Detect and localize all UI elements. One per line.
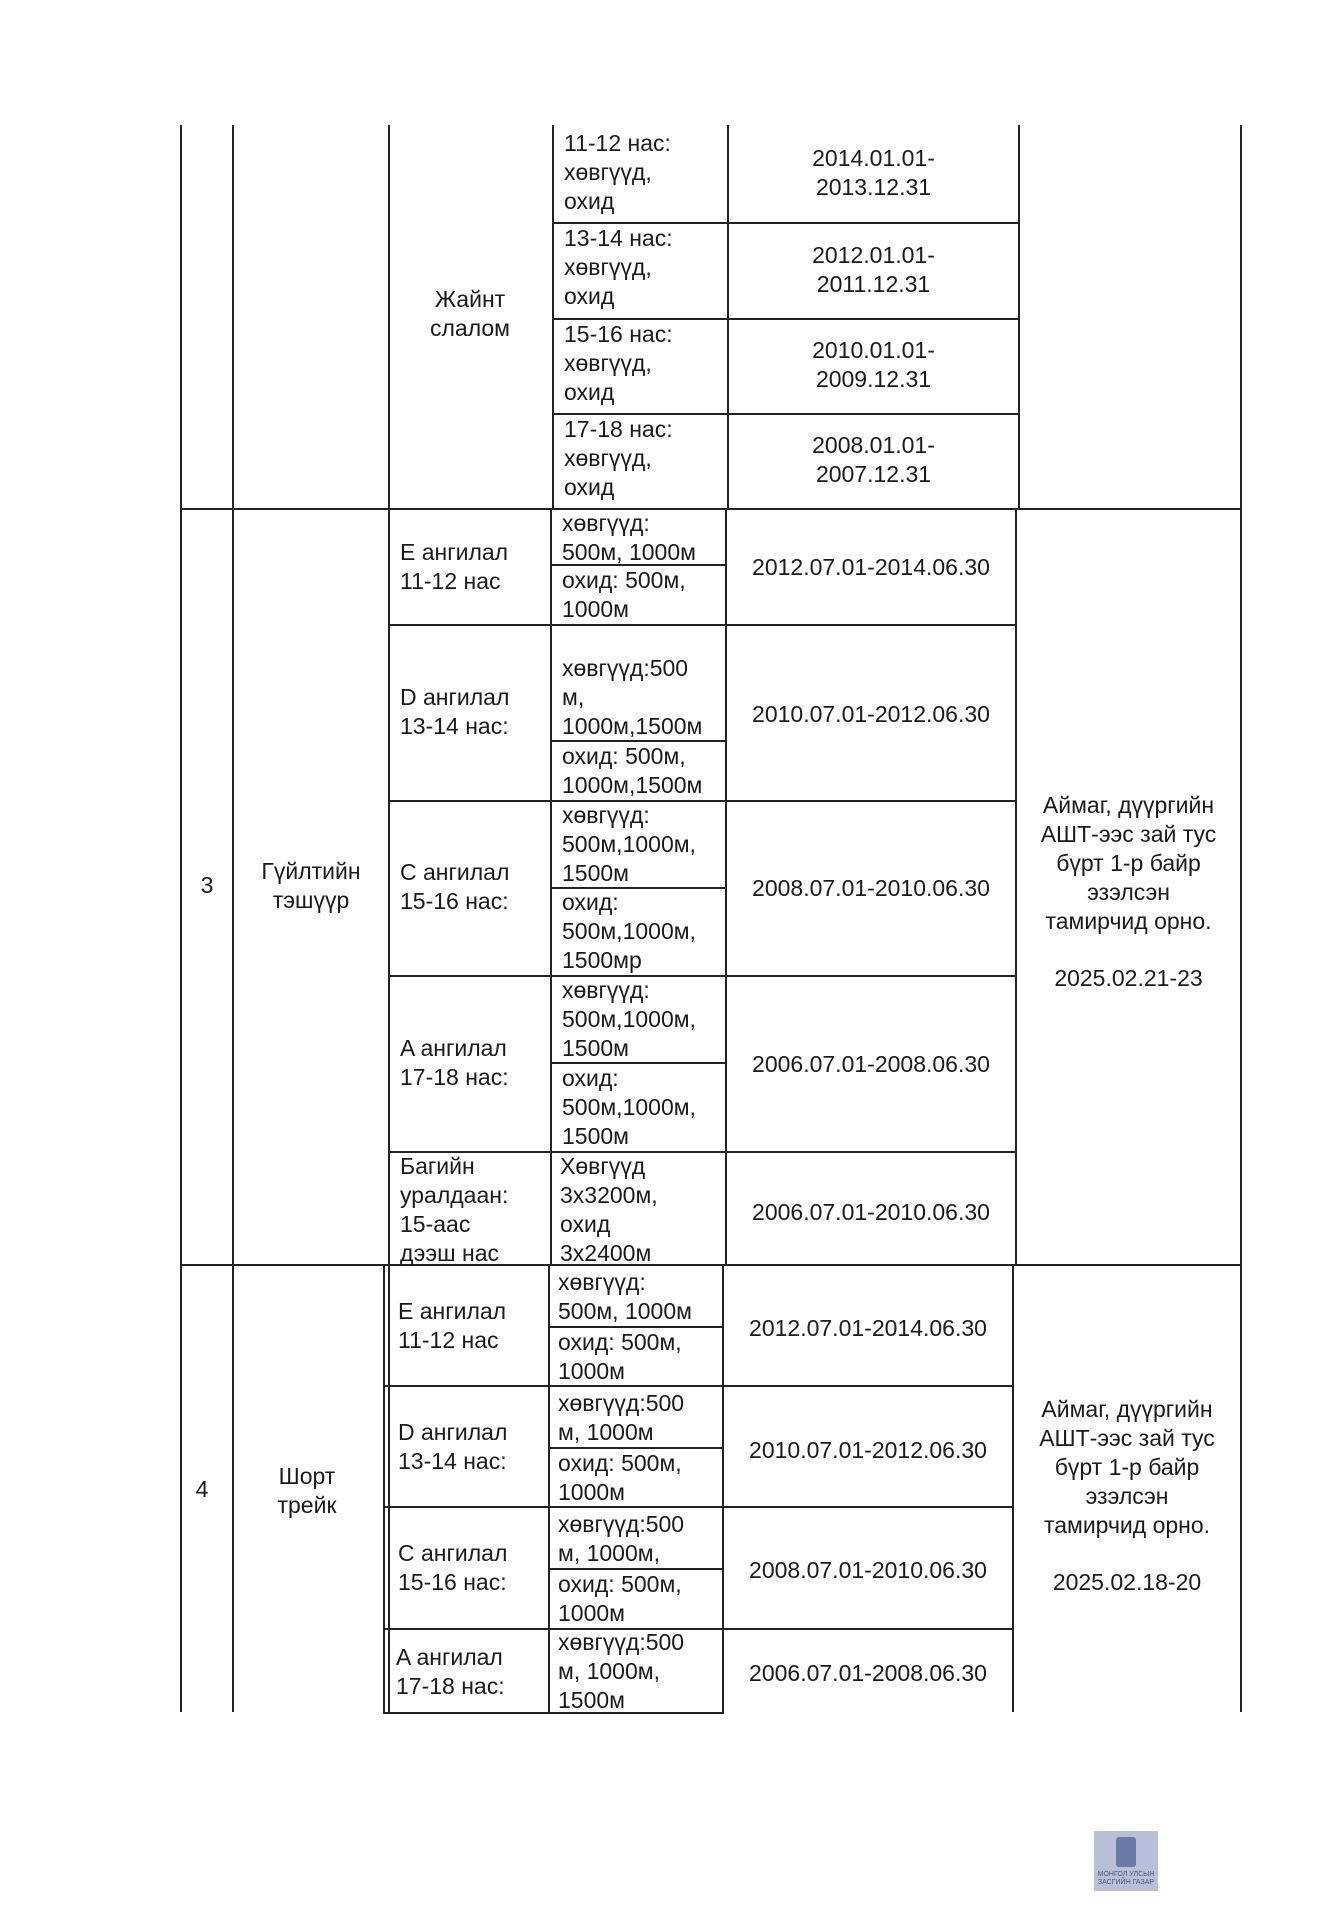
girls-events: охид: 500м,1000м, 1500мр <box>562 889 696 973</box>
category-name: A ангилал 17-18 нас: <box>400 1035 509 1090</box>
birth-date-range: 2006.07.01-2008.06.30 <box>749 1660 987 1686</box>
birth-date-range: 2008.01.01- 2007.12.31 <box>812 432 935 487</box>
birth-date-range: 2012.07.01-2014.06.30 <box>749 1315 987 1341</box>
age-group: 11-12 нас: хөвгүүд, охид <box>564 130 671 214</box>
boys-events: хөвгүүд:500 м, 1000м, <box>558 1511 685 1566</box>
birth-date-range: 2006.07.01-2010.06.30 <box>752 1199 990 1225</box>
sport-name: Шорт трейк <box>277 1463 337 1518</box>
border-right <box>1240 125 1242 1712</box>
emblem-glyph <box>1116 1837 1136 1867</box>
team-events: Хөвгүүд 3х3200м, охид 3х2400м <box>560 1153 658 1266</box>
row-number: 3 <box>200 872 214 898</box>
girls-events: охид: 500м,1000м, 1500м <box>562 1065 696 1149</box>
row-line <box>388 624 1017 626</box>
competition-date: 2025.02.21-23 <box>1054 965 1203 991</box>
age-group: 13-14 нас: хөвгүүд, охид <box>564 225 673 309</box>
category-name: D ангилал 13-14 нас: <box>400 684 510 739</box>
boys-events: хөвгүүд:500 м, 1000м,1500м <box>562 655 703 739</box>
girls-events: охид: 500м, 1000м <box>558 1450 682 1505</box>
qualification-note: Аймаг, дүүргийн АШТ-ээс зай тус бүрт 1-р байр эзэлсэн тамирчид орно. <box>1039 1396 1215 1538</box>
boys-events: хөвгүүд: 500м,1000м, 1500м <box>562 802 696 886</box>
sport-name: Гүйлтийн тэшүүр <box>261 858 361 913</box>
age-group: 15-16 нас: хөвгүүд, охид <box>564 321 673 405</box>
girls-events: охид: 500м, 1000м <box>562 567 686 622</box>
girls-events: охид: 500м, 1000м <box>558 1329 682 1384</box>
birth-date-range: 2008.07.01-2010.06.30 <box>752 875 990 901</box>
boys-events: хөвгүүд:500 м, 1000м <box>558 1390 685 1445</box>
birth-date-range: 2008.07.01-2010.06.30 <box>749 1557 987 1583</box>
birth-date-range: 2006.07.01-2008.06.30 <box>752 1051 990 1077</box>
government-emblem-icon <box>1094 1831 1158 1891</box>
birth-date-range: 2010.07.01-2012.06.30 <box>752 701 990 727</box>
category-name: C ангилал 15-16 нас: <box>400 859 510 914</box>
category-name: E ангилал 11-12 нас <box>400 539 509 594</box>
category-name: Багийн уралдаан: 15-аас дээш нас <box>400 1153 509 1266</box>
birth-date-range: 2010.07.01-2012.06.30 <box>749 1437 987 1463</box>
event-name: Жайнт слалом <box>430 286 510 341</box>
boys-events: хөвгүүд: 500м, 1000м <box>558 1269 692 1324</box>
border-left <box>180 125 182 1712</box>
age-group: 17-18 нас: хөвгүүд, охид <box>564 416 673 500</box>
border-events-col <box>548 1264 550 1712</box>
row-number: 4 <box>195 1476 209 1502</box>
category-name: C ангилал 15-16 нас: <box>398 1540 508 1595</box>
competition-date: 2025.02.18-20 <box>1052 1569 1202 1595</box>
birth-date-range: 2012.07.01-2014.06.30 <box>752 554 990 580</box>
boys-events: хөвгүүд:500 м, 1000м, 1500м <box>558 1629 685 1713</box>
emblem-caption: МОНГОЛ УЛСЫН ЗАСГИЙН ГАЗАР <box>1097 1871 1155 1886</box>
birth-date-range: 2014.01.01- 2013.12.31 <box>812 145 935 200</box>
girls-events: охид: 500м, 1000м <box>558 1571 682 1626</box>
border-sport-col <box>388 125 390 1712</box>
birth-date-range: 2012.01.01- 2011.12.31 <box>812 242 935 297</box>
girls-events: охид: 500м, 1000м,1500м <box>562 743 703 798</box>
birth-date-range: 2010.01.01- 2009.12.31 <box>812 337 935 392</box>
border-category-col <box>383 1264 385 1712</box>
category-name: A ангилал 17-18 нас: <box>396 1644 505 1699</box>
boys-events: хөвгүүд: 500м,1000м, 1500м <box>562 977 696 1061</box>
category-name: D ангилал 13-14 нас: <box>398 1419 508 1474</box>
category-name: E ангилал 11-12 нас <box>398 1298 507 1353</box>
qualification-note: Аймаг, дүүргийн АШТ-ээс зай тус бүрт 1-р байр эзэлсэн тамирчид орно. <box>1040 792 1217 934</box>
boys-events: хөвгүүд: 500м, 1000м <box>562 510 696 565</box>
